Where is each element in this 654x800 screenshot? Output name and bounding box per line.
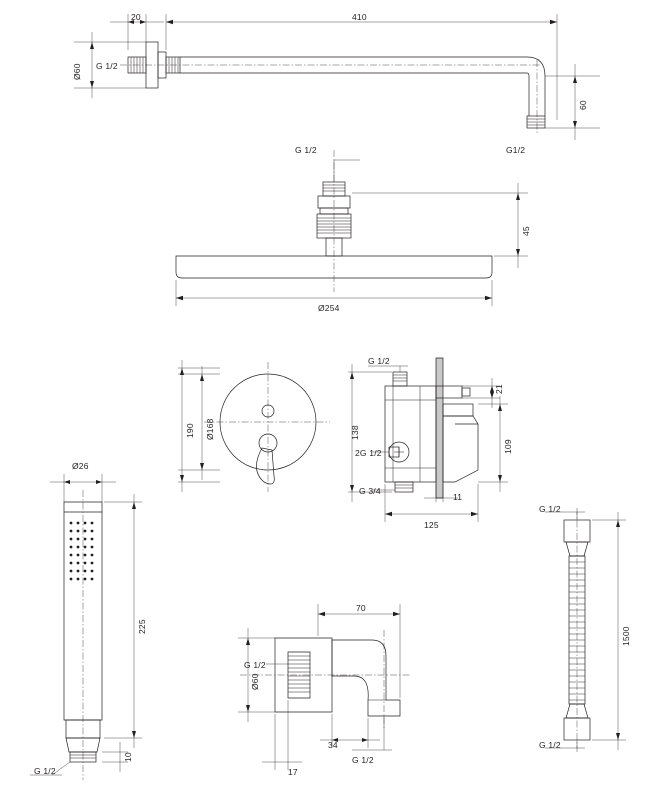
elbow-outlet-body bbox=[332, 640, 400, 716]
thread-label-arm-right: G1/2 bbox=[506, 145, 526, 155]
dim-label-elbow-17: 17 bbox=[288, 767, 298, 777]
mixer-cartridge bbox=[443, 404, 473, 416]
thread-label-hand: G 1/2 bbox=[34, 766, 56, 776]
dim-label-head-45: 45 bbox=[521, 226, 531, 236]
dim-label-mixer-d168: Ø168 bbox=[205, 418, 215, 440]
dim-label-hand-10: 10 bbox=[123, 752, 133, 762]
thread-label-elbow-left: G 1/2 bbox=[244, 660, 266, 670]
arm-tube-inner-bottom bbox=[180, 73, 529, 116]
dim-label-body-125: 125 bbox=[424, 520, 439, 530]
arm-tube-outer-top bbox=[180, 57, 545, 116]
dim-label-elbow-d60: Ø60 bbox=[250, 673, 260, 690]
thread-label-arm-left: G 1/2 bbox=[96, 61, 118, 71]
thread-label-head: G 1/2 bbox=[295, 145, 317, 155]
dim-label-arm-410: 410 bbox=[352, 12, 367, 22]
mixer-lever bbox=[256, 448, 274, 484]
mixer-top-inlet bbox=[393, 372, 407, 386]
mixer-handle-housing bbox=[443, 416, 478, 482]
thread-label-elbow-bottom: G 1/2 bbox=[352, 755, 374, 765]
thread-label-body-2g12: 2G 1/2 bbox=[355, 448, 382, 458]
thread-label-hose-bottom: G 1/2 bbox=[539, 740, 561, 750]
mixer-body-block bbox=[385, 386, 436, 482]
dim-label-body-138: 138 bbox=[350, 425, 360, 440]
dim-label-body-109: 109 bbox=[503, 439, 513, 454]
dim-label-body-21: 21 bbox=[494, 384, 504, 394]
dim-label-hose-1500: 1500 bbox=[621, 626, 631, 646]
dim-label-elbow-34: 34 bbox=[328, 740, 338, 750]
dim-label-hand-225: 225 bbox=[137, 619, 147, 634]
mixer-wall-plate bbox=[436, 358, 443, 498]
dim-label-arm-60: 60 bbox=[578, 100, 588, 110]
dim-label-arm-d60: Ø60 bbox=[72, 63, 82, 80]
mixer-bottom-outlet bbox=[395, 482, 413, 492]
dim-label-elbow-70: 70 bbox=[356, 603, 366, 613]
dim-label-head-d254: Ø254 bbox=[318, 303, 340, 313]
thread-label-body-top: G 1/2 bbox=[368, 356, 390, 366]
dim-label-arm-20: 20 bbox=[131, 12, 141, 22]
dim-label-mixer-190: 190 bbox=[185, 423, 195, 438]
dim-label-body-11: 11 bbox=[453, 492, 463, 502]
thread-label-body-g34: G 3/4 bbox=[359, 486, 381, 496]
dim-label-hand-d26: Ø26 bbox=[72, 461, 89, 471]
thread-label-hose-top: G 1/2 bbox=[539, 504, 561, 514]
